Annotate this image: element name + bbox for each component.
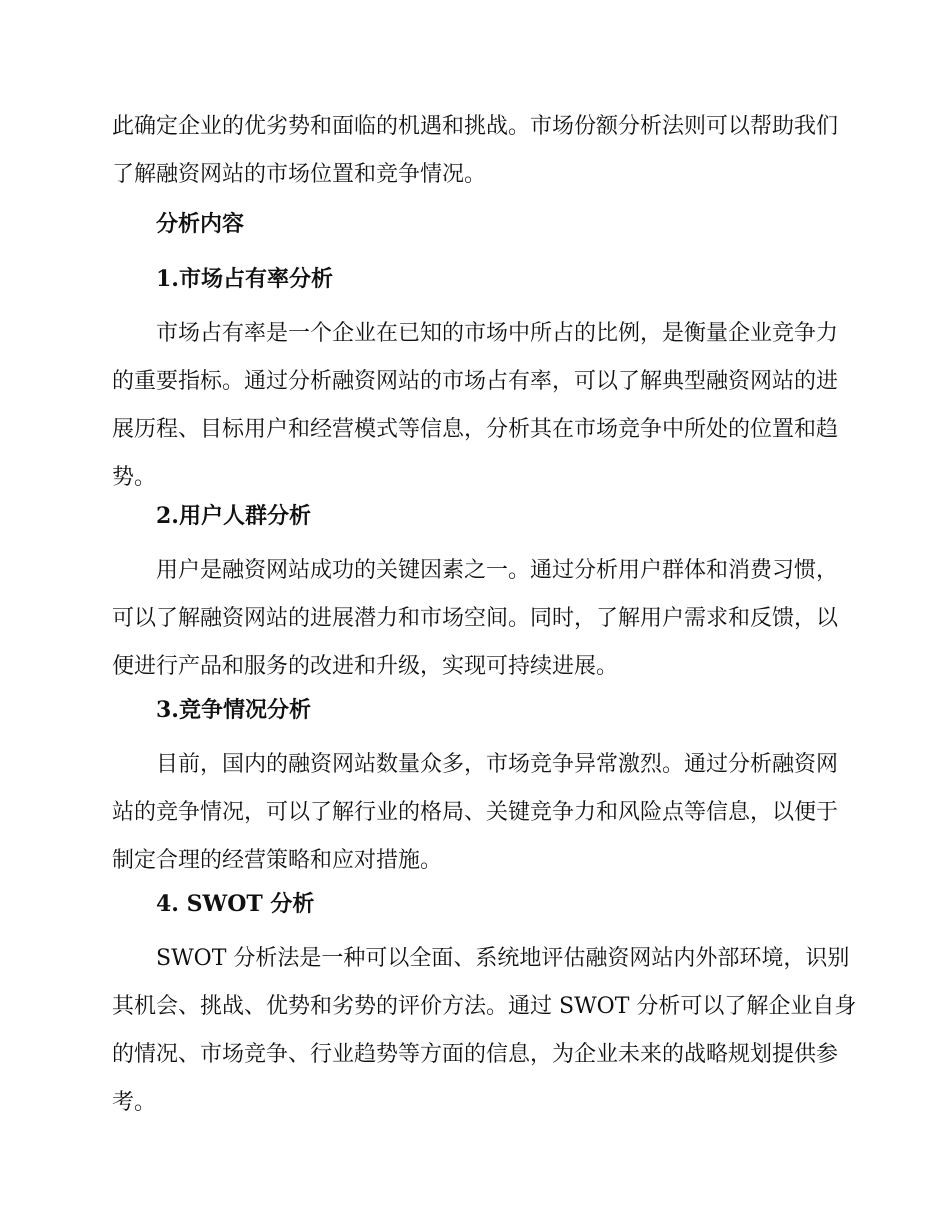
- paragraph-line: 目前，国内的融资网站数量众多，市场竞争异常激烈。通过分析融资网: [156, 752, 839, 777]
- section-heading-3: 3.竞争情况分析: [156, 697, 311, 723]
- paragraph-line: 的重要指标。通过分析融资网站的市场占有率，可以了解典型融资网站的进: [112, 369, 839, 394]
- section-paragraph-3: [112, 741, 839, 885]
- paragraph-line: SWOT 分析法是一种可以全面、系统地评估融资网站内外部环境，识别: [156, 946, 850, 971]
- intro-paragraph: [112, 103, 839, 199]
- paragraph-line: 可以了解融资网站的进展潜力和市场空间。同时，了解用户需求和反馈，以: [112, 606, 839, 631]
- paragraph-line: 的情况、市场竞争、行业趋势等方面的信息，为企业未来的战略规划提供参: [112, 1042, 839, 1067]
- paragraph-line: 便进行产品和服务的改进和升级，实现可持续进展。: [112, 654, 619, 679]
- paragraph-line: 展历程、目标用户和经营模式等信息，分析其在市场竞争中所处的位置和趋: [112, 417, 839, 442]
- section-heading-1: 1.市场占有率分析: [156, 266, 333, 292]
- section-heading-2: 2.用户人群分析: [156, 503, 311, 529]
- paragraph-line: 站的竞争情况，可以了解行业的格局、关键竞争力和风险点等信息，以便于: [112, 800, 839, 825]
- paragraph-line: 考。: [112, 1090, 157, 1115]
- paragraph-line: 市场占有率是一个企业在已知的市场中所占的比例，是衡量企业竞争力: [156, 321, 839, 346]
- section-paragraph-1: [112, 310, 839, 502]
- paragraph-line: 此确定企业的优劣势和面临的机遇和挑战。市场份额分析法则可以帮助我们: [112, 114, 839, 139]
- paragraph-line: 制定合理的经营策略和应对措施。: [112, 848, 443, 873]
- section-paragraph-4: [112, 935, 857, 1127]
- section-heading-4: 4. SWOT 分析: [156, 891, 315, 917]
- section-paragraph-2: [112, 547, 839, 691]
- section-title: 分析内容: [156, 211, 245, 237]
- paragraph-line: 势。: [112, 465, 157, 490]
- paragraph-line: 用户是融资网站成功的关键因素之一。通过分析用户群体和消费习惯，: [156, 558, 839, 583]
- paragraph-line: 其机会、挑战、优势和劣势的评价方法。通过 SWOT 分析可以了解企业自身: [112, 994, 857, 1019]
- paragraph-line: 了解融资网站的市场位置和竞争情况。: [112, 162, 487, 187]
